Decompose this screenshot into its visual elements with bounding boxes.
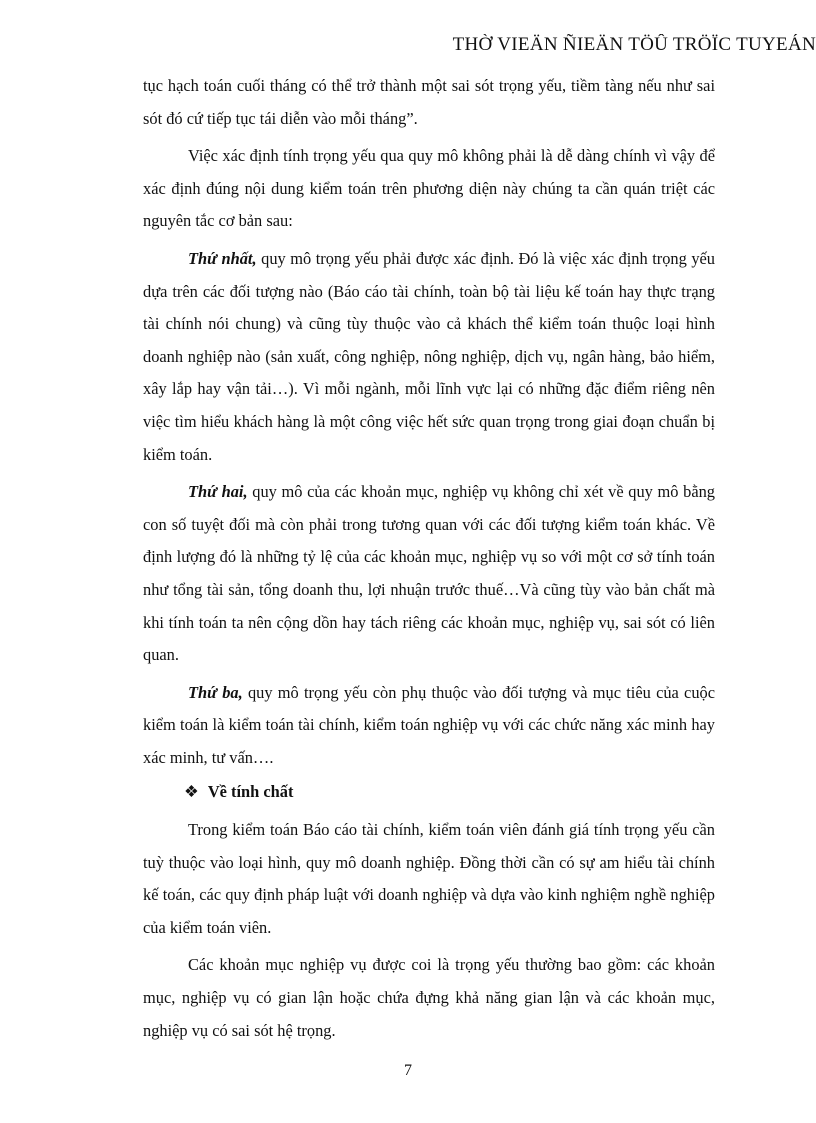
paragraph-text: quy mô trọng yếu phải được xác định. Đó là việc xác định trọng yếu dựa trên các đối tượng nào (Báo cáo tài chính, toàn bộ tài liệu kế toán hay thực trạng tài chính nói chung) và cũng tùy thuộc vào cả khách thể kiểm toán thuộc loại hình doanh nghiệp nào (sản xuất, công nghiệp, nông nghiệp, dịch vụ, ngân hàng, bảo hiểm, xây lắp hay vận tải…). Vì mỗi ngành, mỗi lĩnh vực lại có những đặc điểm riêng nên việc tìm hiểu khách hàng là một công việc hết sức quan trọng trong giai đoạn chuẩn bị kiểm toán. — [143, 248, 716, 464]
paragraph-text: quy mô trọng yếu còn phụ thuộc vào đối tượng và mục tiêu của cuộc kiểm toán là kiểm toán tài chính, kiểm toán nghiệp vụ với các chức năng xác minh hay xác minh, tư vấn…. — [143, 682, 716, 767]
section-title: Về tính chất — [207, 782, 294, 802]
paragraph-intro: Việc xác định tính trọng yếu qua quy mô không phải là dễ dàng chính vì vậy để xác định đúng nội dung kiểm toán trên phương diện này chúng ta cần quán triệt các nguyên tắc cơ bản sau: — [143, 146, 715, 231]
diamond-bullet-icon: ❖ — [184, 782, 199, 802]
paragraph-continued: tục hạch toán cuối tháng có thể trở thành một sai sót trọng yếu, tiềm tàng nếu như sai sót đó cứ tiếp tục tái diễn vào mỗi tháng”. — [143, 76, 715, 128]
page-number: 7 — [404, 1062, 412, 1079]
paragraph-thu-ba — [143, 677, 715, 775]
paragraph-khoan-muc: Các khoản mục nghiệp vụ được coi là trọng yếu thường bao gồm: các khoản mục, nghiệp vụ có gian lận hoặc chứa đựng khả năng gian lận và các khoản mục, nghiệp vụ có sai sót hệ trọng. — [143, 955, 715, 1040]
section-heading — [143, 776, 715, 809]
paragraph-thu-hai — [143, 476, 715, 672]
paragraph-tinh-chat: Trong kiểm toán Báo cáo tài chính, kiểm toán viên đánh giá tính trọng yếu cần tuỳ thuộc vào loại hình, quy mô doanh nghiệp. Đồng thời cần có sự am hiểu tài chính kế toán, các quy định pháp luật với doanh nghiệp và dựa vào kinh nghiệm nghề nghiệp của kiểm toán viên. — [143, 820, 715, 937]
running-header: THỜ VIEÄN ÑIEÄN TÖÛ TRÖÏC TUYEÁN — [452, 34, 816, 55]
paragraph-lead: Thứ ba, — [188, 682, 243, 702]
paragraph-thu-nhat — [143, 243, 715, 471]
paragraph-lead: Thứ nhất, — [188, 248, 257, 268]
paragraph-lead: Thứ hai, — [188, 482, 248, 502]
paragraph-text: quy mô của các khoản mục, nghiệp vụ không chỉ xét về quy mô bằng con số tuyệt đối mà còn phải trong tương quan với các đối tượng kiểm toán khác. Về định lượng đó là những tỷ lệ của các khoản mục, nghiệp vụ so với một cơ sở tính toán như tổng tài sản, tổng doanh thu, lợi nhuận trước thuế…Và cũng tùy vào bản chất mà khi tính toán ta nên cộng dồn hay tách riêng các khoản mục, nghiệp vụ, sai sót có liên quan. — [143, 482, 716, 665]
page-body — [143, 70, 715, 1047]
